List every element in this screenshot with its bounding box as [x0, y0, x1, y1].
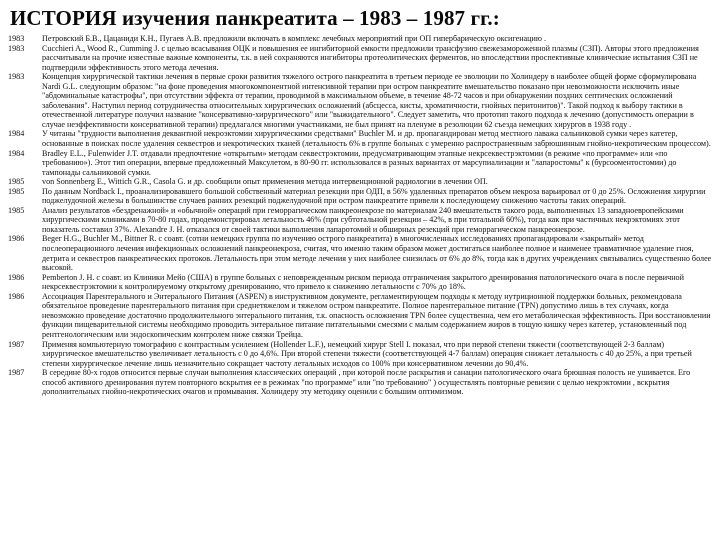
history-entry [8, 234, 712, 272]
entry-text: Bradley E.L., Fulenwider J.T. отдавали предпочтение «открытым» методам секвестрэктомии, предусматривающим этапные некрсеквестрэктомии (в режиме «по программе» или «по требованию»). Этот тип операции, впервые предложенный Максулетом, в 80-90 гг. использовался в разных вариантах от марсупиализации и "лапаростомы" к (бурсооментостомии) до тампонады сальниковой сумки. [42, 148, 677, 177]
history-entry [8, 368, 712, 397]
history-entry [8, 206, 712, 235]
entry-year: 1987 [8, 368, 25, 378]
entry-text: Ассоциация Парентерального и Энтерального Питания (ASPEN) в инструктивном документе, регламентирующем подходы к методу нутриционной поддержки больных, рекомендовала обязательное проведение парентерального питания при среднетяжелом и тяжелом остром панкреатите. Полное парентеральное питание (ТPN) допустимо лишь в тех случаях, когда невозможно проведение достаточно продолжительного энтерального питания, т.к. опасность осложнения TPN более существенна, чем его метаболическая эффективность. При восстановлении функции пищеварительной системы необходимо проводить энтеральное питание питательными смесями с малым содержанием жиров в тощую кишку через катетер, установленный под рентгенологическим или эндоскопическим контролем ниже связки Трейца. [42, 291, 711, 339]
entry-text: Анализ результатов «бездренажной» и «обычной» операций при геморрагическом панкреонекрозе по материалам 240 вмешательств такого рода, выполненных 13 западноевропейскими хирургическими клиниками в 70-80 годах, продемонстрировал летальность 46% (при субтотальной резекции – 42%, в при тотальной 60%), тогда как при частичных некрэктомиях этот показатель составил 37%. Alexandre J. H. отказался от своей тактики выполнения лапаротомий и обширных резекций при геморрагическом панкреонекрозе. [42, 205, 684, 234]
entry-text: Петровский Б.В., Цацаниди К.Н., Пугаев А.В. предложили включать в комплекс лечебных мероприятий при ОП гипербарическую оксигенацию . [42, 34, 546, 43]
history-entry [8, 340, 712, 369]
history-entry [8, 149, 712, 178]
entry-text: von Sonnenberg E., Wittich G.R., Casola G. и др. сообщили опыт применения метода интервенционной радиологии в лечении ОП. [42, 177, 488, 187]
entry-year: 1986 [8, 291, 25, 301]
entry-text: Концепция хирургической тактики лечения в первые сроки развития тяжелого острого панкреатита в третьем периоде ее эволюции по Холиндеру в наиболее общей форме сформулирована Nardi G.L. следующим образом: "на фоне проведения многокомпонентной интенсивной терапии при остром панкреатите вмешательство показано при невозможности исключить иные "абдоминальные катастрофы", при отсутствии эффекта от терапии, проводимой в максимальном объеме, в течение 48-72 часов и при обнаружении поздних септических осложнений заболевания". Наступил период сотрудничества относительных хирургических осложнений (абсцесса, кисты, хроматичности, гнойных перитонитов)". Такой подход к выбору тактики в отечественной литературе получил название "консервативно-хирургического" или "выжидательного". Следует заметить, что прототип такого подхода к лечению (допустимость операции в случае неэффективности консервативной терапии) предлагался многими участниками, не был принят на пленуме в резолюции 62 съезда немецких хирургов в 1938 году . [42, 72, 697, 129]
history-entry [8, 273, 712, 292]
entry-year: 1983 [8, 72, 25, 82]
entry-text: У читаны "трудности выполнения деквантной некроэктомии хирургическими средствами" Buchler M. и др. пропагандирован метод местного лаважа сальниковой сумки через катетер, основанные в поисках после удаления секвестров и некротических тканей (летальность 6% в группе больных с умеренно распространенным забрюшинным гнойно-некротическим процессом). [42, 129, 711, 149]
entry-text: Pemberton J. H. с соавт. из Клиники Мейо (США) в группе больных с неповрежденным риском периода отграничения закрытого дренирования патологического очага в после первичной некрсеквестрэктомии к контролируемому открытому дренированию, что привело к снижению летальности с 70% до 18%. [42, 272, 684, 292]
entry-text: Cucchieri A., Wood R., Cumming J. с целью всасывания ОЦК и повышения ее ингибиторной емкости предложили трансфузию свежезамороженной плазмы (СЗП). Авторы этого предложения рассчитывали на прочие известные важные компоненты, т.к. в ней сохраняются ингибиторы протеолитических ферментов, но впоследствии проспективные клинические испытания СЗП не подтвердили эффективность этого метода лечения. [42, 43, 699, 72]
history-entry [8, 177, 712, 187]
entry-text: В середине 80-х годов относится первые случаи выполнения классических операций , при которой после раскрытия и санации патологического очага брюшная полость не ушивается. Его способ активного дренирования путем повторного вскрытия ее в режимах "по программе" или "по требованию" ) осуществлять повторные ревизии с целью некрэктомии , вскрытия дополнительных гнойно-некротических очагов и промывания. Холиндеру эту методику оценили с большим оптимизмом. [42, 368, 691, 397]
entry-year: 1984 [8, 148, 25, 158]
entry-year: 1984 [8, 129, 25, 139]
entry-text: По данным Nordback I., проанализировавшего большой собственный материал резекции при ОДП, в 56% удаленных препаратов объем некроза варьировал от 0 до 25%. Осложнения хирургии поджелудочной железы в большинстве случаев ранних резекций поджелудочной при остром панкреатите привели к последующему снижению частоты таких операций. [42, 186, 706, 206]
entry-year: 1985 [8, 205, 25, 215]
entry-year: 1983 [8, 43, 25, 53]
history-entries [8, 34, 712, 397]
entry-year: 1986 [8, 272, 25, 282]
entry-year: 1987 [8, 339, 25, 349]
history-entry [8, 44, 712, 73]
entry-year: 1985 [8, 186, 25, 196]
entry-text: Применяя компьютерную томографию с контрастным усилением (Hollender L.F.), немецкий хирург Stell I. показал, что при первой степени тяжести (соответствующей 2-3 баллам) хирургическое вмешательство увеличивает летальность с 0 до 4,6%. При второй степени тяжести (соответствующей 4-7 баллам) операция снижает летальность с 40 до 25%, а при третьей степени хирургическое лечение лишь незначительно сокращает частоту летальных исходов со 100% при консервативном лечении до 90,4%. [42, 339, 692, 368]
entry-text: Beger H.G., Buchler M., Bittner R. с соавт. (сотни немецких группа по изучению острого панкреатита) в многочисленных исследованиях пропагандировали «закрытый» метод послеоперационного лечения инфекционных осложнений панкреонекроза, считая, что именно таким образом может достигаться наиболее полное и наименее травматичное удаление гноя, детрита и секвестров панкреатических протоков. Летальность при этом методе лечения у них наиболее снизилась от 6% до 8%, тогда как в других учреждениях связывались существенно более высокой. [42, 234, 712, 273]
entry-year: 1986 [8, 234, 25, 244]
page-title: ИСТОРИЯ изучения панкреатита – 1983 – 1987 гг.: [10, 6, 500, 30]
history-entry [8, 292, 712, 340]
entry-year: 1983 [8, 34, 25, 43]
entry-year: 1985 [8, 177, 25, 187]
history-entry [8, 187, 712, 206]
history-entry [8, 72, 712, 129]
history-entry [8, 34, 712, 44]
history-entry [8, 129, 712, 148]
